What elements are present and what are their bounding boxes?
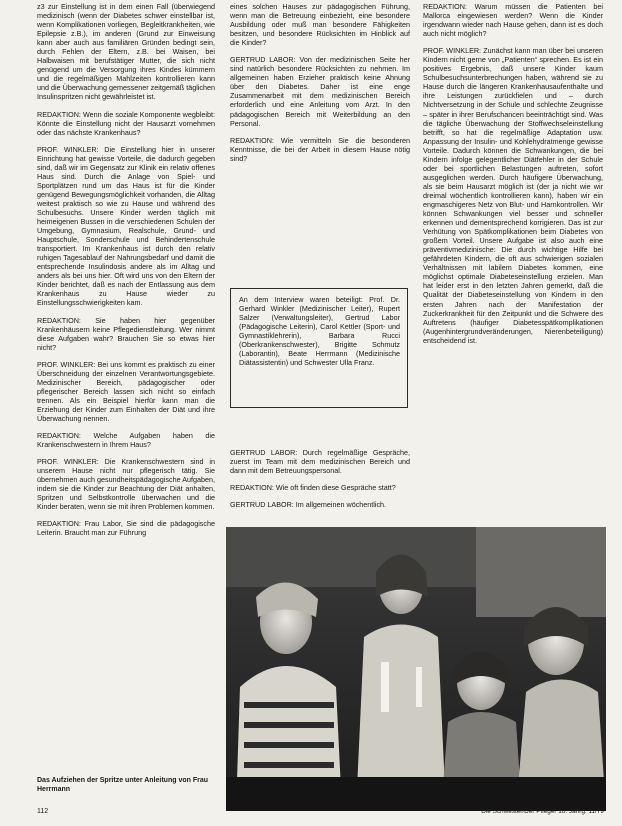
paragraph: PROF. WINKLER: Zunächst kann man über bei unseren Kindern nicht gerne von „Patienten“ sprechen. Es ist ein positives Ergebnis, daß unsere Kinder kaum Schulbesuchsunterbrechungen haben, während sie zu Hause durch die längeren Krankenhausaufenthalte und ihre Leistungen zurückfielen und – durch Nichtversetzung in der Schule und schlechte Zeugnisse – später in ihrer Berufschancen beeinträchtigt sind. Was die tägliche Überwachung der Stoffwechseleinstellung betrifft, so hat die regelmäßige Adaptation usw. Anpassung der Insulin- und Kohlehydratmenge gewisse Vorteile. Dadurch können die Schwankungen, die bei Kindern infolge gelegentlicher Diätfehler in der Schule oder bei sportlichen Belastungen auftreten, sofort ausgeglichen werden. Durch häufigere Überwachung, als sie beim Hausarzt möglich ist (der ja nicht wie wir dreimal wöchentlich kontrollieren kann), haben wir ein engmaschigeres Netz von Blut- und Harnkontrollen. Wir können Schwankungen viel besser und schneller erkennen und dementsprechend korrigieren. Das ist zur Verhütung von Spätkomplikationen beim Diabetes von großem Vorteil. Unsere Aufgabe ist also auch eine präventivmedizinische: Die durch wichtige Hilfe bei gefährdeten Kindern, die oft aus schwierigen sozialen Verhältnissen mit labilem Diabetes kommen, eine möglichst optimale Diabeteseinstellung erzielen. Man hat leider erst in den letzten Jahren gemerkt, daß die Qualität der Diabeteseinstellung von Kindern in den ersten Jahren nach der Manifestation der Zuckerkrankheit für den Zeitpunkt und die Schwere des Auftretens (häufiger Diabetesspätkomplikationen (Augenhintergrundveränderungen, Nierenbeteiligung) entscheidend ist. <box>423 46 603 345</box>
paragraph: eines solchen Hauses zur pädagogischen Führung, wenn man die Betreuung einbezieht, eine besondere Ausbildung oder muß man besondere Fähigkeiten besitzen, und besondere Rücksichten im Hinblick auf die Kinder? <box>230 2 410 48</box>
participants-text: An dem Interview waren beteiligt: Prof. Dr. Gerhard Winkler (Medizinischer Leiter), Rupert Salzer (Verwaltungsleiter), Gertrud Labor (Pädagogische Leiterin), Carol Kettler (Sport- und Gymnastiklehrerin), Barbara Rucci (Oberkrankenschwester), Brigitte Schmutz (Laborantin), Beate Herrmann (Medizinische Diätassistentin) und Schwester Ulla Franz. <box>239 295 400 368</box>
photo-illustration <box>226 527 606 811</box>
article-column-3 <box>423 2 603 353</box>
page-number: 112 <box>37 808 49 815</box>
article-column-2 <box>230 2 410 171</box>
paragraph: REDAKTION: Wie oft finden diese Gespräche statt? <box>230 483 396 493</box>
photo-caption: Das Aufziehen der Spritze unter Anleitung von Frau Herrmann <box>37 777 208 793</box>
paragraph: REDAKTION: Sie haben hier gegenüber Krankenhäusern keine Pflegedienstleitung. Wer nimmt diese Aufgaben wahr? Brauchen Sie so etwas hier nicht? <box>37 315 215 352</box>
paragraph: z3 zur Einstellung ist in dem einen Fall (überwiegend medizinisch (wenn der Diabetes schwer einstellbar ist, wenn Komplikationen vorliegen, Begleitkrankheiten, wie Epilepsie z.B.), im anderen (Grund zur Einweisung kann aber auch aus familiären Gründen bedingt sein, durch Fehlen der Eltern, z.B. bei Waisen, bei Halbwaisen mit berufstätiger Mutter, die sich nicht genügend um die Versorgung ihres Kindes kümmern und die regelmäßigen Mahlzeiten kontrollieren kann und die Überwachung gemessener zeitgemäß täglichen Insulinspritzen nicht gewährleistet ist. <box>37 2 215 102</box>
interview-participants-box <box>230 288 408 408</box>
paragraph: REDAKTION: Frau Labor, Sie sind die pädagogische Leiterin. Braucht man zur Führung <box>37 519 215 538</box>
paragraph: REDAKTION: Warum müssen die Patienten bei Mallorca eingewiesen werden? Wenn die Kinder irgendwann wieder nach Hause gehen, dann ist es doch auch nicht möglich? <box>423 2 603 39</box>
paragraph: PROF. WINKLER: Die Krankenschwestern sind in unserem Hause nicht nur pflegerisch tätig. Sie übernehmen auch gesundheitspädagogische Aufgaben, indem sie die Kinder zur Beachtung der Diät anhalten, Spritzen und Selbstkontrolle überwachen und die Kinder beraten, wenn sie mit ihren Problemen kommen. <box>37 457 215 512</box>
article-column-1 <box>37 2 215 545</box>
paragraph: REDAKTION: Wenn die soziale Komponente wegbleibt: Könnte die Einstellung nicht der Hausarzt vornehmen oder das nächste Krankenhaus? <box>37 109 215 137</box>
paragraph: GERTRUD LABOR: Durch regelmäßige Gespräche, zuerst im Team mit dem medizinischen Bereich und dann mit dem Betreuungspersonal. <box>230 448 410 476</box>
article-column-2-lower <box>230 448 410 517</box>
article-photo <box>226 527 606 811</box>
paragraph: PROF. WINKLER: Die Einstellung hier in unserer Einrichtung hat gewisse Vorteile, die dadurch gegeben sind, daß wir im Gegensatz zur Klinik ein relativ offenes Haus sind. Durch die Anlage von Spiel- und Sportplätzen rund um das Haus ist für die Kinder genügend Bewegungsmöglichkeit vorhanden, die Alltag weitest praktisch so wie zu Hause und während des Schulbesuchs. Unsere Kinder werden täglich mit heimeigenen Bussen in die verschiedenen Schulen der Umgebung, Gymnasium, Realschule, Grund- und Hauptschule, Sonderschule und Behindertenschule transportiert. Im Krankenhaus ist durch den relativ ruhigen Tagesablauf der Nahrungsbedarf und damit die entsprechende Insulindosis andere als im Alltag und anders als bei uns hier. Oft wird uns von den Eltern der Kinder berichtet, daß es nach der Entlassung aus dem Krankenhaus zu Hause wieder zu Einstellungsschwierigkeiten kam. <box>37 144 215 308</box>
publication-footer: Die Schwester/Der Pfleger 18. Jahrg. 11/79 <box>481 808 604 815</box>
paragraph: REDAKTION: Wie vermitteln Sie die besonderen Kenntnisse, die bei der Arbeit in diesem Hause nötig sind? <box>230 135 410 163</box>
paragraph: REDAKTION: Welche Aufgaben haben die Krankenschwestern in Ihrem Haus? <box>37 431 215 450</box>
paragraph: GERTRUD LABOR: Im allgemeinen wöchentlich. <box>230 500 387 510</box>
paragraph: PROF. WINKLER: Bei uns kommt es praktisch zu einer Überschneidung der einzelnen Verantwortungsgebiete. Medizinischer Bereich, pädagogischer oder pflegerischer Bereich lassen sich nicht so einfach trennen. Als ein Beispiel hierfür kann man die Erziehung der Kinder zum Einhalten der Diät und ihre Überwachung nennen. <box>37 359 215 423</box>
paragraph: GERTRUD LABOR: Von der medizinischen Seite her sind natürlich besondere Rücksichten zu nehmen. Im allgemeinen haben Erzieher praktisch keine Ahnung über den Diabetes. Daher ist eine enge Zusammenarbeit mit dem medizinischen Bereich erforderlich und eine Anleitung vom Arzt. In den pädagogischen Bereich mit Weiterbildung an den Personal. <box>230 55 410 128</box>
